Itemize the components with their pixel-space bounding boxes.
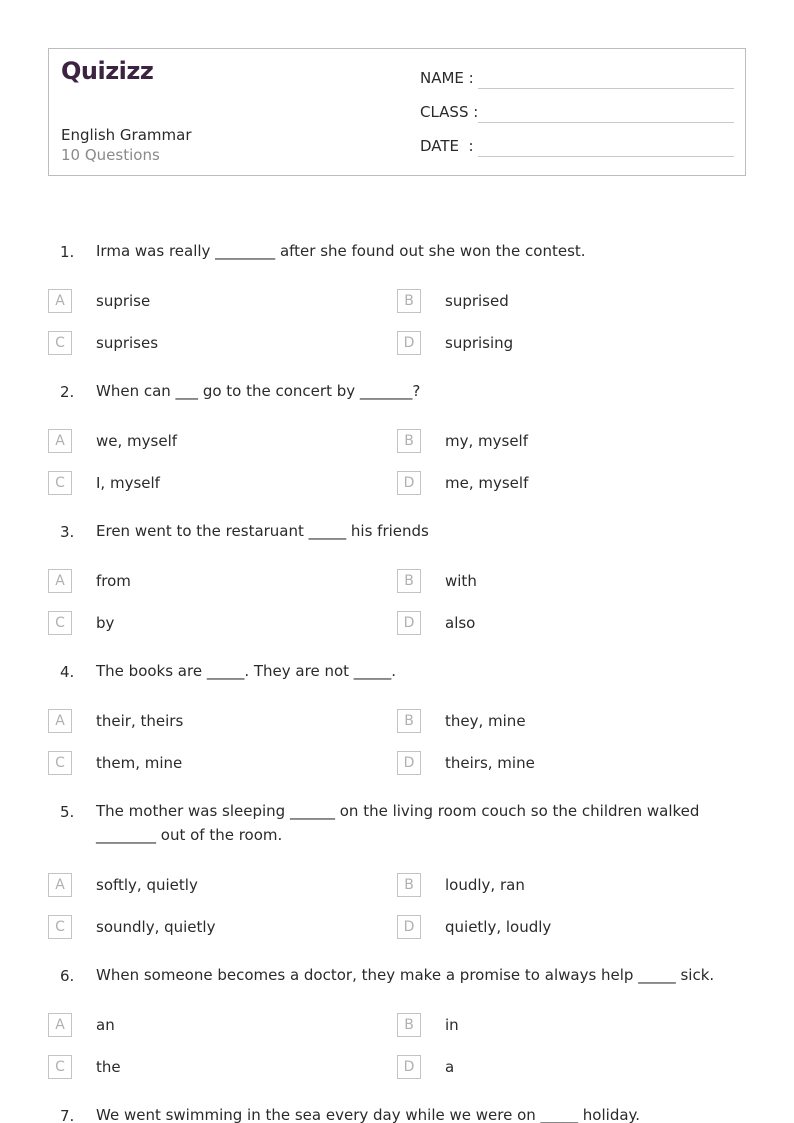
option-text: from — [96, 572, 131, 590]
option-text: we, myself — [96, 432, 178, 450]
option-b[interactable] — [397, 569, 477, 593]
question-text: Irma was really ________ after she found out she won the contest. — [96, 242, 586, 260]
question-text: The books are _____. They are not _____. — [96, 662, 397, 680]
option-text: my, myself — [445, 432, 529, 450]
option-c[interactable] — [48, 331, 159, 355]
option-letter-box[interactable]: D — [397, 751, 421, 775]
question-number: 6. — [60, 967, 75, 985]
option-letter-box[interactable]: A — [48, 289, 72, 313]
option-text: theirs, mine — [445, 754, 535, 772]
question-text: When can ___ go to the concert by _______? — [96, 382, 421, 400]
option-letter-box[interactable]: C — [48, 471, 72, 495]
option-d[interactable] — [397, 331, 514, 355]
option-letter-box[interactable]: A — [48, 429, 72, 453]
question-text: Eren went to the restaruant _____ his friends — [96, 522, 429, 540]
option-d[interactable] — [397, 751, 535, 775]
option-a[interactable] — [48, 1013, 115, 1037]
option-text: an — [96, 1016, 115, 1034]
option-c[interactable] — [48, 471, 160, 495]
worksheet-header — [48, 48, 746, 176]
option-a[interactable] — [48, 709, 184, 733]
option-text: a — [445, 1058, 455, 1076]
option-b[interactable] — [397, 429, 529, 453]
option-letter-box[interactable]: B — [397, 1013, 421, 1037]
name-input-line[interactable] — [478, 69, 734, 89]
option-letter-box[interactable]: B — [397, 429, 421, 453]
option-letter-box[interactable]: B — [397, 873, 421, 897]
option-letter-box[interactable]: A — [48, 873, 72, 897]
option-text: they, mine — [445, 712, 526, 730]
option-d[interactable] — [397, 1055, 455, 1079]
option-letter-box[interactable]: C — [48, 751, 72, 775]
option-letter-box[interactable]: C — [48, 611, 72, 635]
option-c[interactable] — [48, 1055, 121, 1079]
question-text: The mother was sleeping ______ on the living room couch so the children walked ________ out of the room. — [96, 802, 700, 844]
question-count: 10 Questions — [61, 146, 160, 164]
option-text: suprise — [96, 292, 151, 310]
option-text: them, mine — [96, 754, 183, 772]
option-letter-box[interactable]: B — [397, 569, 421, 593]
option-c[interactable] — [48, 751, 183, 775]
option-b[interactable] — [397, 289, 509, 313]
class-input-line[interactable] — [478, 103, 734, 123]
question-number: 5. — [60, 803, 75, 821]
name-label: NAME : — [420, 69, 474, 87]
question-number: 7. — [60, 1107, 75, 1123]
option-letter-box[interactable]: D — [397, 611, 421, 635]
question-text: When someone becomes a doctor, they make a promise to always help _____ sick. — [96, 966, 715, 984]
option-b[interactable] — [397, 873, 525, 897]
option-text: suprising — [445, 334, 514, 352]
option-text: their, theirs — [96, 712, 184, 730]
option-text: loudly, ran — [445, 876, 525, 894]
question-number: 2. — [60, 383, 75, 401]
date-input-line[interactable] — [478, 137, 734, 157]
option-a[interactable] — [48, 429, 178, 453]
option-text: also — [445, 614, 476, 632]
option-letter-box[interactable]: D — [397, 915, 421, 939]
option-letter-box[interactable]: B — [397, 289, 421, 313]
option-a[interactable] — [48, 569, 131, 593]
option-letter-box[interactable]: C — [48, 1055, 72, 1079]
option-d[interactable] — [397, 915, 552, 939]
class-label: CLASS : — [420, 103, 479, 121]
question-number: 4. — [60, 663, 75, 681]
date-field[interactable] — [420, 135, 734, 157]
option-text: I, myself — [96, 474, 160, 492]
option-text: suprises — [96, 334, 159, 352]
option-text: soundly, quietly — [96, 918, 216, 936]
question-number: 1. — [60, 243, 75, 261]
date-label: DATE : — [420, 137, 474, 155]
option-text: softly, quietly — [96, 876, 198, 894]
option-d[interactable] — [397, 611, 476, 635]
option-text: with — [445, 572, 477, 590]
option-letter-box[interactable]: C — [48, 915, 72, 939]
option-text: in — [445, 1016, 459, 1034]
option-letter-box[interactable]: B — [397, 709, 421, 733]
option-letter-box[interactable]: D — [397, 331, 421, 355]
quizizz-logo: Quizizz — [61, 57, 154, 85]
option-text: suprised — [445, 292, 509, 310]
option-letter-box[interactable]: D — [397, 471, 421, 495]
option-a[interactable] — [48, 289, 151, 313]
question-text: We went swimming in the sea every day while we were on _____ holiday. — [96, 1106, 641, 1123]
option-b[interactable] — [397, 709, 526, 733]
name-field[interactable] — [420, 67, 734, 89]
option-letter-box[interactable]: A — [48, 1013, 72, 1037]
option-a[interactable] — [48, 873, 198, 897]
class-field[interactable] — [420, 101, 734, 123]
option-b[interactable] — [397, 1013, 459, 1037]
option-text: by — [96, 614, 115, 632]
option-c[interactable] — [48, 915, 216, 939]
option-text: quietly, loudly — [445, 918, 552, 936]
option-text: me, myself — [445, 474, 529, 492]
worksheet-title: English Grammar — [61, 126, 192, 144]
option-letter-box[interactable]: C — [48, 331, 72, 355]
question-number: 3. — [60, 523, 75, 541]
option-letter-box[interactable]: A — [48, 709, 72, 733]
option-d[interactable] — [397, 471, 529, 495]
option-letter-box[interactable]: D — [397, 1055, 421, 1079]
option-text: the — [96, 1058, 121, 1076]
option-letter-box[interactable]: A — [48, 569, 72, 593]
option-c[interactable] — [48, 611, 115, 635]
